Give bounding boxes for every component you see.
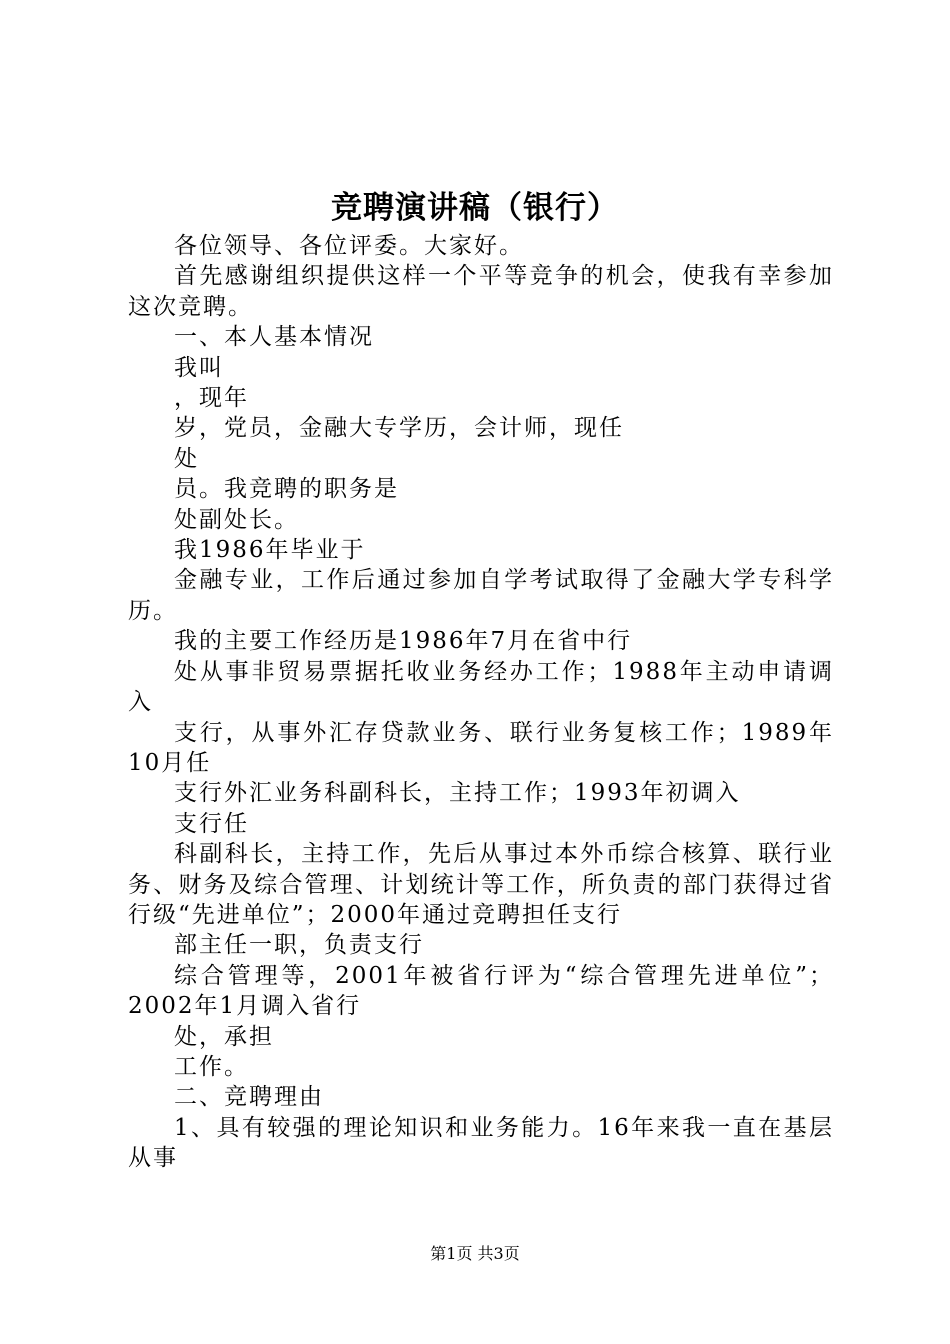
document-body <box>128 231 834 1174</box>
section-heading-reasons: 二、竞聘理由 <box>174 1084 324 1111</box>
paragraph: 工作。 <box>174 1053 249 1080</box>
paragraph: 综合管理等，2001年被省行评为“综合管理先进单位”；2002年1月调入省行 <box>128 962 834 1020</box>
paragraph: 我1986年毕业于 <box>174 537 366 564</box>
paragraph: 我的主要工作经历是1986年7月在省中行 <box>174 628 633 655</box>
document-title: 竞聘演讲稿（银行） <box>331 190 619 226</box>
paragraph: 岁，党员，金融大专学历，会计师，现任 <box>174 415 624 442</box>
page-footer: 第1页 共3页 <box>430 1244 520 1263</box>
paragraph-greeting: 各位领导、各位评委。大家好。 <box>174 233 524 259</box>
paragraph: 科副科长，主持工作，先后从事过本外币综合核算、联行业务、财务及综合管理、计划统计等工作，所负责的部门获得过省行级“先进单位”；2000年通过竞聘担任支行 <box>128 841 834 928</box>
section-heading-basic-info: 一、本人基本情况 <box>174 324 374 351</box>
paragraph: 支行，从事外汇存贷款业务、联行业务复核工作；1989年10月任 <box>128 719 834 776</box>
paragraph: 处，承担 <box>174 1023 274 1050</box>
paragraph: 处从事非贸易票据托收业务经办工作；1988年主动申请调入 <box>128 658 834 716</box>
paragraph: 支行任 <box>174 810 249 837</box>
paragraph: ，现年 <box>174 385 249 412</box>
paragraph: 处 <box>174 445 199 472</box>
paragraph: 员。我竞聘的职务是 <box>174 476 399 503</box>
paragraph: 部主任一职，负责支行 <box>174 932 424 959</box>
paragraph: 处副处长。 <box>174 506 299 533</box>
paragraph: 我叫 <box>174 354 224 381</box>
paragraph: 金融专业，工作后通过参加自学考试取得了金融大学专科学历。 <box>128 567 834 624</box>
paragraph: 1、具有较强的理论知识和业务能力。16年来我一直在基层从事 <box>128 1114 834 1172</box>
paragraph-thanks: 首先感谢组织提供这样一个平等竞争的机会，使我有幸参加这次竞聘。 <box>128 263 834 320</box>
paragraph: 支行外汇业务科副科长，主持工作；1993年初调入 <box>174 780 741 807</box>
